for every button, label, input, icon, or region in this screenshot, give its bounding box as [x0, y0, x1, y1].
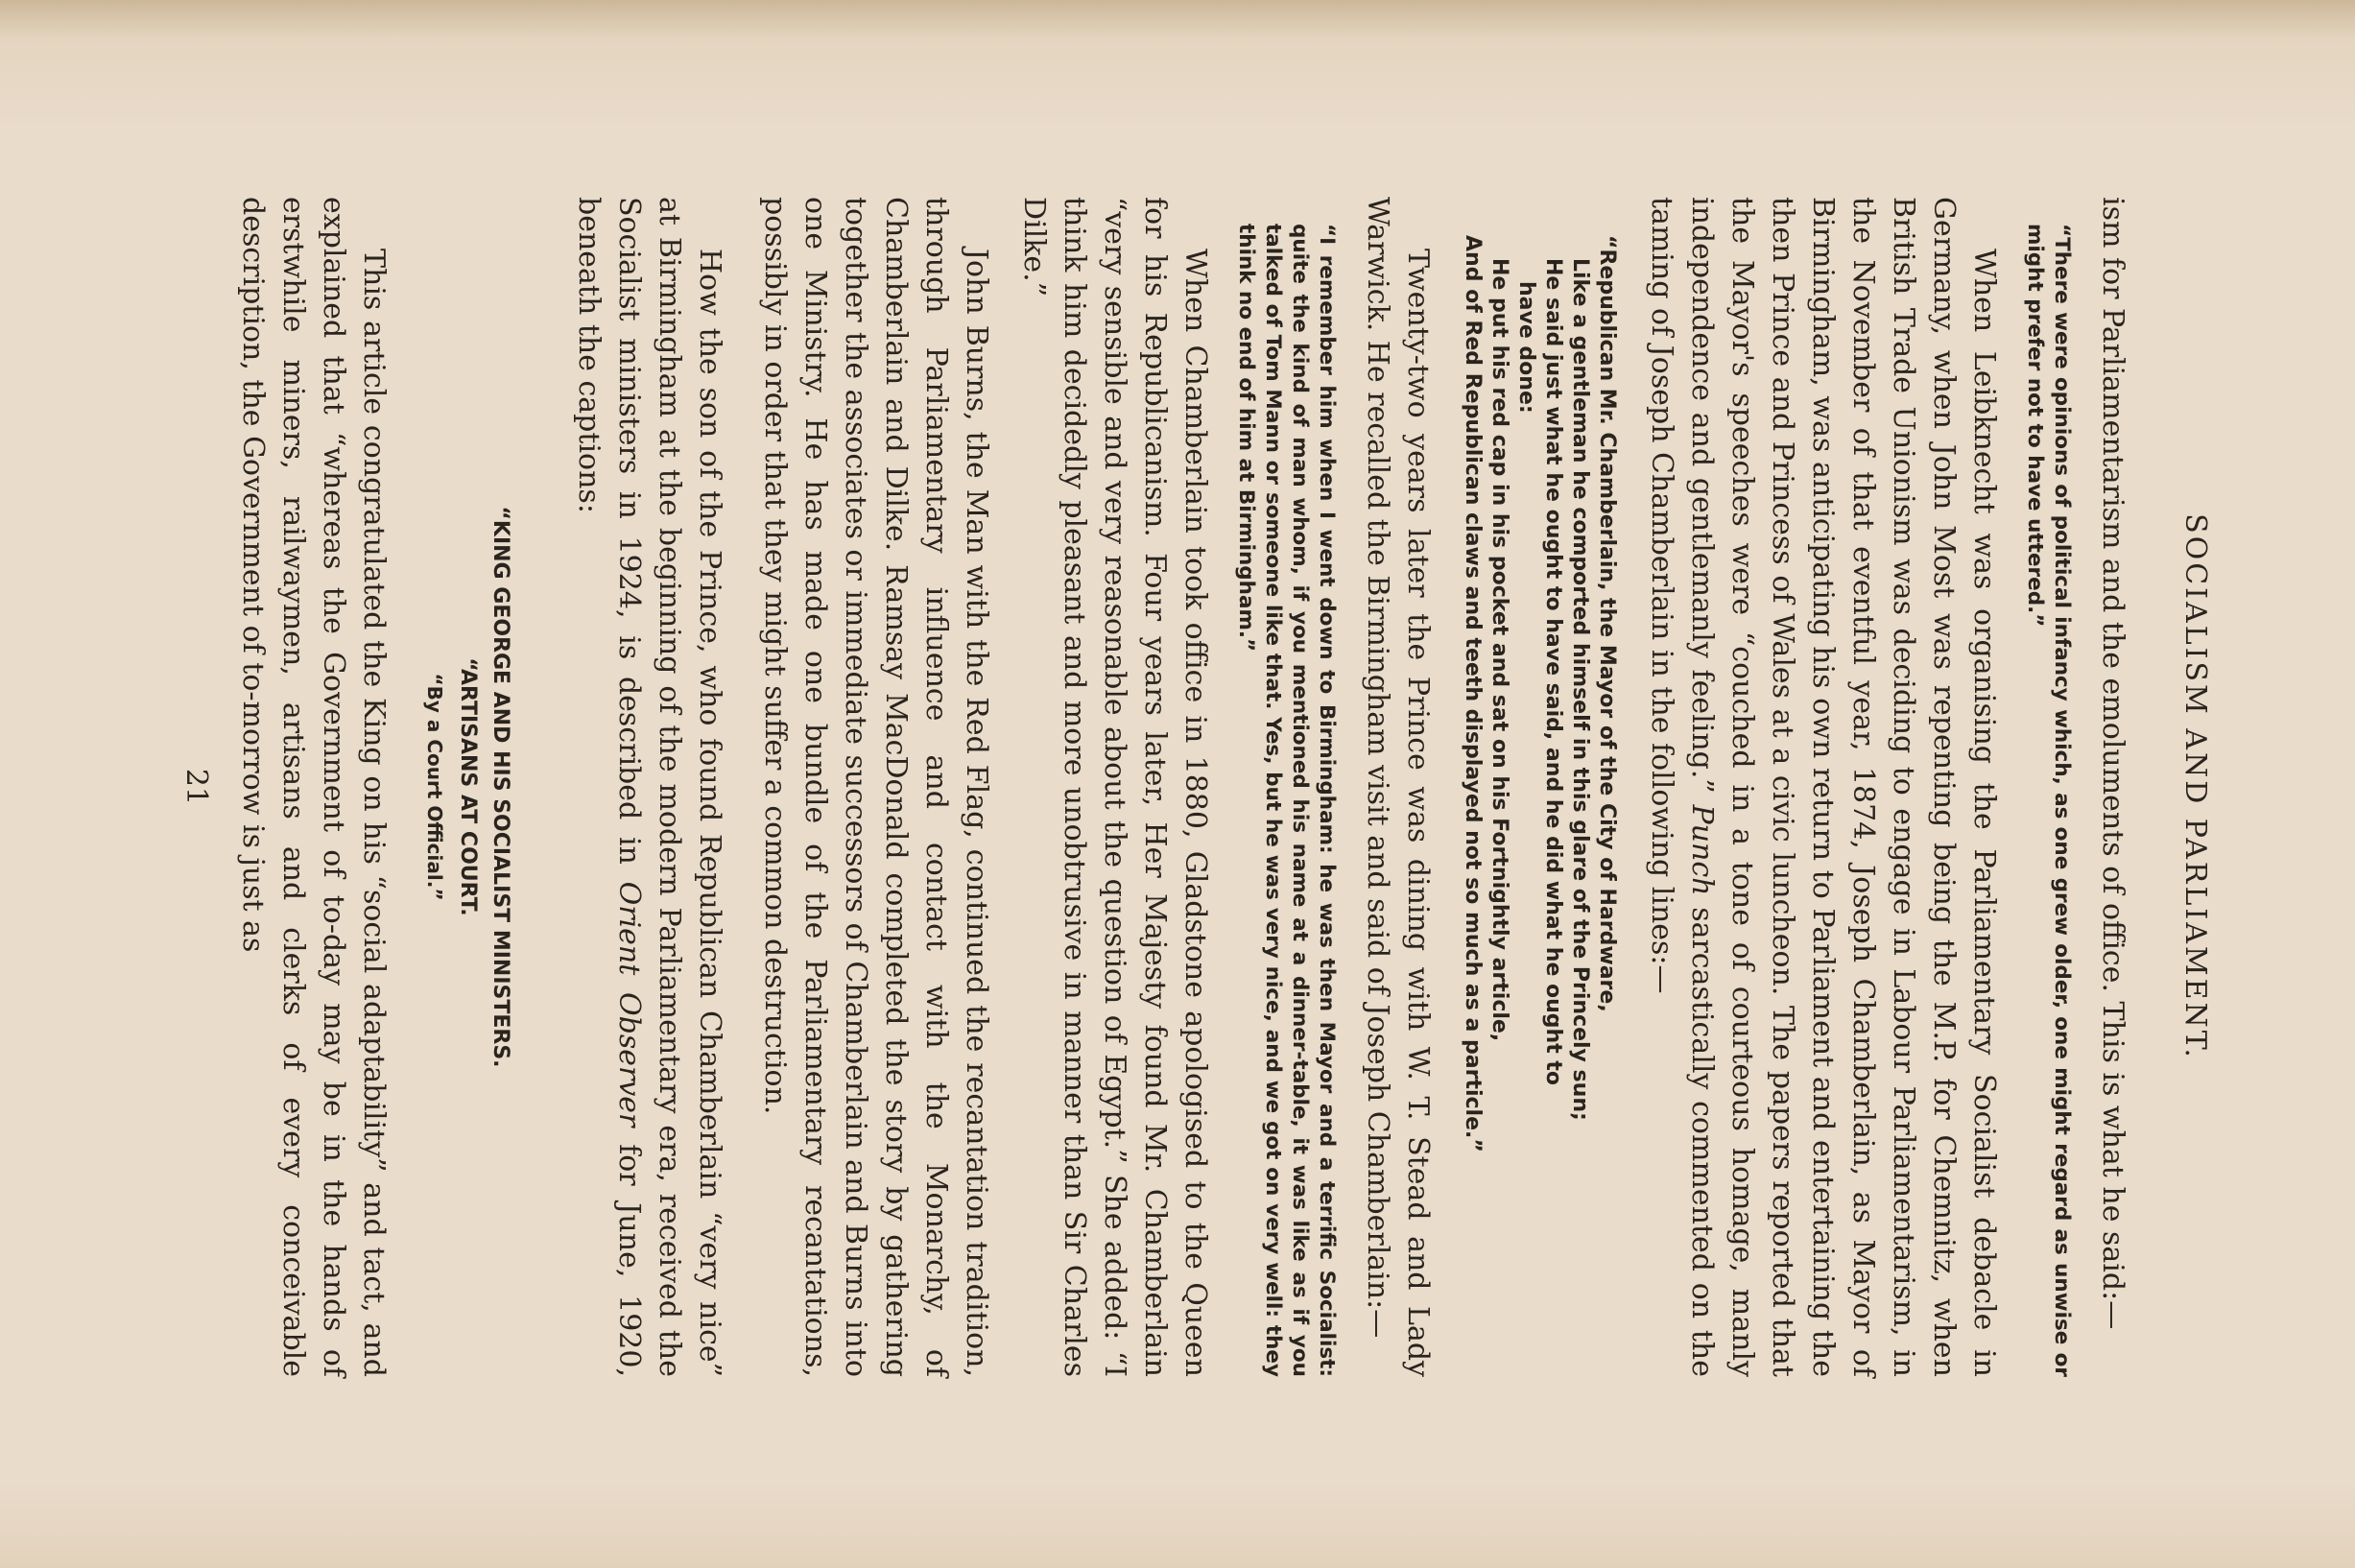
verse-line: He put his red cap in his pocket and sat on his Fortnightly article, [1487, 258, 1511, 1042]
page-content [179, 197, 2211, 1377]
verse-line: have done: [1514, 281, 1538, 414]
verse-line: “Republican Mr. Chamberlain, the Mayor of the City of Hardware, [1595, 235, 1619, 1012]
paragraph-6 [568, 197, 729, 1377]
caption-line: “ARTISANS AT COURT. [456, 657, 480, 916]
verse-line: And of Red Republican claws and teeth displayed not so much as a particle.” [1461, 235, 1485, 1152]
caption-line: “KING GEORGE AND HIS SOCIALIST MINISTERS. [488, 506, 512, 1068]
paragraph-7: This article congratulated the King on his “social adaptability” and tact, and explained that “whereas the Government of to-day may be in the hands of erstwhile miners, railwaymen, artisans and clerks of every conceivable description, the Government of to-morrow is just as [236, 197, 391, 1377]
paragraph-4: When Chamberlain took office in 1880, Gladstone apologised to the Queen for his Republicanism. Four years later, Her Majesty found Mr. Chamberlain “very sensible and very reasonable about the question of Egypt.” She added: “I think him decidedly pleasant and more unobtrusive in manner than Sir Charles Dilke.” [1017, 197, 1212, 1377]
paragraph-1: ism for Parliamentarism and the emoluments of office. This is what he said:— [2096, 197, 2129, 1330]
paragraph-2-end: sarcastically commented on the taming of Joseph Chamberlain in the following lines:— [1645, 197, 1719, 1377]
punch-title: Punch [1685, 804, 1719, 896]
quote-1: “There were opinions of political infancy which, as one grew older, one might regard as unwise or might prefer not to have uttered.” [2023, 224, 2074, 1377]
verse-block [1459, 197, 1620, 1377]
caption-line: “By a Court Official.” [423, 673, 446, 901]
orient-observer-title: Orient Observer [612, 881, 646, 1128]
page-number: 21 [179, 768, 213, 806]
paragraph-3: Twenty-two years later the Prince was dining with W. T. Stead and Lady Warwick. He recalled the Birmingham visit and said of Joseph Chamberlain:— [1361, 197, 1435, 1377]
verse-line: He said just what he ought to have said, and he did what he ought to [1541, 258, 1565, 1086]
quote-2: “I remember him when I went down to Birmingham: he was then Mayor and a terrific Socialist: quite the kind of man whom, if you mentioned his name at a dinner-table, it was like as if you talked of Tom Mann or someone like that. Yes, but he was very nice, and we got on very well: they think no end of him at Birmingham.” [1234, 224, 1339, 1377]
paragraph-2 [1641, 197, 2004, 1377]
paragraph-2-text: When Leibknecht was organising the Parliamentary Socialist debacle in Germany, when John Most was repenting being the M.P. for Chemnitz, when British Trade Unionism was deciding to engage in Labour Parliamentarism, in the November of that eventful year, 1874, Joseph Chamberlain, as Mayor of Birmingham, was anticipating his own return to Parliament and entertaining the then Prince and Princess of Wales at a civic luncheon. The papers reported that the Mayor's speeches were “couched in a tone of courteous homage, manly independence and gentlemanly feeling.” [1685, 197, 2001, 1377]
running-head: SOCIALISM AND PARLIAMENT. [2178, 513, 2212, 1060]
paragraph-6-end: for June, 1920, beneath the captions: [572, 197, 646, 1377]
paragraph-6-text: How the son of the Prince, who found Republican Chamberlain “very nice” at Birmingham at the beginning of the modern Parliamentary era, received the Socialist ministers in 1924, is described in [612, 197, 726, 1377]
verse-line: Like a gentleman he comported himself in this glare of the Princely sun; [1568, 258, 1592, 1121]
paragraph-5: John Burns, the Man with the Red Flag, continued the recantation tradition, through Parliamentary influence and contact with the Monarchy, of Chamberlain and Dilke. Ramsay MacDonald completed the story by gathering together the associates or immediate successors of Chamberlain and Burns into one Ministry. He has made one bundle of the Parliamentary recantations, possibly in order that they might suffer a common destruction. [758, 197, 993, 1377]
captions-block [418, 197, 516, 1377]
